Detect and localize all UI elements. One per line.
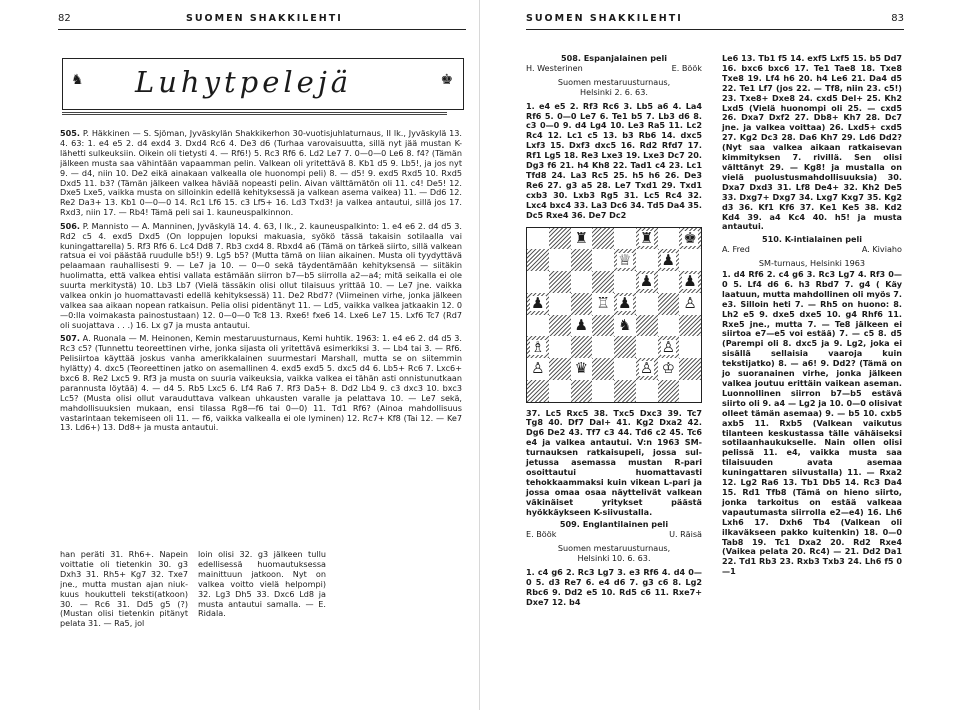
board-square — [679, 315, 701, 337]
board-square — [658, 380, 680, 402]
page-number: 83 — [891, 13, 904, 24]
board-square — [571, 315, 593, 337]
continuation-column-3 — [336, 550, 462, 660]
event-date: Helsinki 2. 6. 63. — [580, 86, 648, 97]
running-head-right — [526, 9, 904, 30]
event-date: Helsinki 10. 6. 63. — [577, 553, 651, 564]
board-square — [592, 336, 614, 358]
board-square — [592, 249, 614, 271]
board-square — [614, 293, 636, 315]
running-head-left — [58, 9, 466, 30]
board-square — [658, 293, 680, 315]
board-square — [614, 271, 636, 293]
white-player: A. Fred — [722, 244, 750, 255]
board-square — [527, 228, 549, 250]
board-square — [549, 293, 571, 315]
white-player: E. Böök — [526, 529, 557, 540]
chess-piece: ♔ — [661, 359, 676, 378]
chess-piece: ♗ — [531, 337, 545, 356]
chess-knight-icon: ♞ — [71, 72, 84, 88]
right-column-1 — [526, 54, 702, 611]
section-title: Luhytpelejä — [135, 65, 353, 99]
chess-piece: ♕ — [618, 250, 632, 269]
game-509-header — [526, 520, 702, 564]
black-player: E. Böök — [671, 62, 702, 73]
chess-piece: ♙ — [531, 359, 545, 378]
board-square — [549, 336, 571, 358]
chess-piece: ♙ — [639, 359, 654, 378]
board-square — [679, 336, 701, 358]
event: Suomen mestaruusturnaus, — [557, 543, 671, 554]
chess-piece: ♜ — [574, 228, 589, 247]
board-square — [636, 228, 658, 250]
board-square — [549, 228, 571, 250]
chess-diagram — [526, 227, 702, 403]
page-number: 82 — [58, 13, 71, 24]
chess-piece: ♟ — [574, 315, 589, 334]
continuation-column-1: han peräti 31. Rh6+. Napein voittatie oli tietenkin 30. g3 Dxh3 31. Rh5+ Kg7 32. Txe7 jne., mutta mustan ajan niukkuus houkutteli teksti(atkoon) 30. — Rc6 31. Dd5 g5 (?) (Mustan olisi tietenkin pitänyt pelata 31. — Ra5, jol — [60, 550, 188, 629]
right-page — [480, 0, 960, 710]
board-square — [571, 271, 593, 293]
chess-piece: ♟ — [639, 272, 654, 291]
chess-piece: ♟ — [531, 294, 545, 313]
game-508-moves-cont: 37. Lc5 Rxc5 38. Txc5 Dxc3 39. Tc7 Tg8 40. Df7 Dal+ 41. Kg2 Dxa2 42. Dg6 De2 43. Tf7 c3 44. Td6 c2 45. Tc6 e4 ja valkea antautui. V:n 1963 SM-turnauksen ratkaisupeli, jossa suljetussa asemassa mustan R-pari osoittautui huomattavasti tehokkaammaksi kuin vikean L-pari ja jossa omaa osaa näyttelivät valkean väkinäiset yritykset päästä hyökkäykseen K-siivustalla. — [526, 407, 702, 517]
chessboard — [527, 228, 701, 402]
board-square — [636, 358, 658, 380]
board-square — [592, 293, 614, 315]
running-title: SUOMEN SHAKKILEHTI — [526, 13, 683, 24]
chess-piece: ♟ — [618, 294, 632, 313]
board-square — [658, 336, 680, 358]
board-square — [571, 336, 593, 358]
right-column-2 — [722, 54, 902, 580]
game-paragraph-507: 507. A. Ruonala — M. Heinonen, Kemin mestaruusturnaus, Kemi huhtik. 1963: 1. e4 e6 2. d4 d5 3. Rc3 c5? (Tunnettu teoreettinen virhe, jonka sijasta oli yritettävä esimerkiksi 3. — Lb4 tai 3. — Rf6. Pelisiirtoa käyttää joskus vanha amerikkalainen suurmestari Marshall, mutta se on siitemmin hylätty) 4. dxc5 (Teoreettinen jatko on asemallinen 4. exd5 exd5 5. dxc5 d4 6. Lb5+ Rc6 7. Lxc6+ bxc6 8. Re2 Lxc5 9. Rf3 ja musta on suuria vaikeuksia, vaikka valkea ei tähän asti onnistunutkaan parannusta löytää) 4. — d4 5. Rb5 Lxc5 6. Lf4 Ra6 7. Rf3 Da5+ 8. Dd2 Lb4 9. c3 dxc3 10. bxc3 Lc5? (Musta olisi ollut varauduttava valkean uhkausten varalle ja pelattava 10. — Le7 sekä, mahdollisuuksien mukaan, ensi tilassa Rg8—f6 tai 0—0) 11. Td1 Rf6? (Ainoa mahdollisuus vastarintaan tekemiseen oli 11. — f6, vaikka valkealla ei ole lyminen) 12. Rc7+ Kf8 (Tai 12. — Ke7 13. Ld6+) 13. Dd8+ ja musta antautui. — [60, 333, 462, 433]
chess-piece: ♙ — [661, 337, 676, 356]
chess-king-icon: ♚ — [440, 72, 453, 88]
game-508-moves: 1. e4 e5 2. Rf3 Rc6 3. Lb5 a6 4. La4 Rf6 5. 0—0 Le7 6. Te1 b5 7. Lb3 d6 8. c3 0—0 9. d4 Lg4 10. Le3 Ra5 11. Lc2 Rc4 12. Lc1 c5 13. b3 Rb6 14. dxc5 Lxf3 15. Dxf3 dxc5 16. Rd2 Rfd7 17. Rf1 Lg5 18. Re3 Lxe3 19. Lxe3 Dc7 20. Dg3 f6 21. h4 Kh8 22. Tad1 c4 23. Lc1 Tfd8 24. La3 Rc5 25. h5 h6 26. De3 Re6 27. g3 a5 28. Le7 Txd1 29. Txd1 cxb3 30. Lxb3 Rg5 31. Lc5 Rc4 32. Lxc4 bxc4 33. La3 Dc6 34. Td5 Da4 35. Dc5 Rxe4 36. De7 Dc2 — [526, 100, 702, 220]
players — [722, 245, 902, 255]
board-square — [549, 315, 571, 337]
game-title: 509. Englantilainen peli — [559, 519, 669, 530]
board-square — [636, 271, 658, 293]
board-square — [658, 249, 680, 271]
chess-piece: ♜ — [639, 228, 654, 247]
board-square — [549, 271, 571, 293]
running-title: SUOMEN SHAKKILEHTI — [186, 13, 343, 24]
board-square — [549, 358, 571, 380]
board-square — [571, 358, 593, 380]
board-square — [592, 271, 614, 293]
continuation-column-2: loin olisi 32. g3 jälkeen tullu edellisessä huomautuksessa mainittuun jatkoon. Nyt on valkea voitto vielä helpompi) 32. Lg3 Dh5 33. Dxc6 Ld8 ja musta antautui samalla. — E. Ridala. — [198, 550, 326, 619]
game-title: 508. Espanjalainen peli — [560, 53, 668, 63]
board-square — [571, 249, 593, 271]
board-square — [527, 249, 549, 271]
game-510-moves: 1. d4 Rf6 2. c4 g6 3. Rc3 Lg7 4. Rf3 0—0 5. Lf4 d6 6. h3 Rbd7 7. g4 ( Käy laatuun, mutta mahdollinen oli myös 7. e3. Silloin heti 7. — Rh5 on huono: 8. Lh2 e5 9. dxe5 dxe5 10. g4 Rhf6 11. Rxe5 jne., mutta 7. — Te8 jälkeen ei siirtoa e7—e5 voi estää) 7. — c5 8. d5 (Parempi oli 8. dxc5 ja 9. Lg2, joka ei sisällä sellaisia vaaroja kuin tekstijatko) 8. — a6! 9. Dd2? (Tämä on jo suoranainen virhe, jonka jälkeen valkea joutuu erittäin vaikean aseman. Luonnollinen siirron b7—b5 estävä siirto oli 9. a4 — Lg2 ja 10. 0—0 olisivat olleet tämän asemaa) 9. — b5 10. cxb5 axb5 11. Rxb5 (Valkean vaikutus tilanteen keskustassa tälle vähäiseksi sotilaanhaukukselle. Nain ollen olisi pelissä 11. e4, vaikka musta saa tilaisuuden avata asemaa kuningattaren siivustalla) 11. — Rxa2 12. Lg2 Ra6 13. Tb1 Db5 14. Rc3 Da4 15. Rd1 Tfb8 (Tämä on hieno siirto, jonka tarkoitus on estää valkeaa vapautumasta siirrolla e2—e4) 16. Lh6 Lxh6 17. Dxh6 Tb4 (Valkean oli ilkaväkseen pakko kuitenkin) 18. 0—0 Tab8 19. Tc1 Dxa2 20. Rd2 Rxe4 (Vaikea pelata 20. Rc4) — 21. Dd2 Da1 22. Td1 Rb3 23. Rxb3 Txb3 24. Lh6 f5 0—1 — [722, 269, 902, 577]
board-square — [679, 228, 701, 250]
board-square — [549, 380, 571, 402]
game-paragraph-505: 505. P. Häkkinen — S. Sjöman, Jyväskylän Shakkikerhon 30-vuotisjuhlaturnaus, II lk., Jyväskylä 13. 4. 63: 1. e4 e5 2. d4 exd4 3. Dxd4 Rc6 4. De3 d6 (Turhaa varovaisuutta, sillä nyt jää mustan K-lähetti sulkeuksiin. Oikein oli tietysti 4. — Rf6!) 5. Rc3 Rf6 6. Ld2 Le7 7. 0—0—0 Le6 8. f4? (Tämän jälkeen musta saa vähintään vapaamman pelin. Valkean oli yritettävä 8. Kb1 d5 9. Lb5!, ja jos nyt 9. — d4, niin 10. De2 eikä ainakaan valkealla ole huonompi peli) 8. — d5! 9. exd5 Rxd5 10. Rxd5 Dxd5 11. b3? (Tämän jälkeen valkea häviää nopeasti pelin. Aivan välttämätön oli 11. c4! De5! 12. Dxe5 Lxe5, vaikka musta on silloinkin edellä kehityksessä ja valkean asema vaikea) 11. — Dd6 12. Re2 Da3+ 13. Kb1 0—0—0 14. Rc1 Lf6 15. c3 Lf5+ 16. Ld3 Txd3! ja valkea antautui, sillä jos 17. Rxd3, niin 17. — Rb4! Tämä peli sai 1. kauneuspalkinnon. — [60, 129, 462, 218]
chess-piece: ♙ — [683, 294, 697, 313]
board-square — [592, 380, 614, 402]
game-509-moves: 1. c4 g6 2. Rc3 Lg7 3. e3 Rf6 4. d4 0—0 5. d3 Re7 6. e4 d6 7. g3 c6 8. Lg2 Rbc6 9. Dd2 e5 10. Rd5 c6 11. Rxe7+ Dxe7 12. b4 — [526, 567, 702, 607]
board-square — [571, 293, 593, 315]
board-square — [636, 336, 658, 358]
board-square — [592, 228, 614, 250]
board-square — [527, 271, 549, 293]
board-square — [636, 315, 658, 337]
board-square — [679, 380, 701, 402]
players — [526, 530, 702, 540]
board-square — [614, 249, 636, 271]
board-square — [527, 336, 549, 358]
chess-piece: ♟ — [661, 250, 676, 269]
board-square — [658, 358, 680, 380]
board-square — [679, 249, 701, 271]
board-square — [614, 358, 636, 380]
chess-piece: ♖ — [596, 294, 610, 313]
game-509-continuation: Le6 13. Tb1 f5 14. exf5 Lxf5 15. b5 Dd7 16. bxc6 bxc6 17. Te1 Tae8 18. Txe8 Txe8 19. Lf4 h6 20. h4 Le6 21. Da4 d5 22. Te1 Lf7 (jos 22. — Tf8, niin 23. c5!) 23. Txe8+ Dxe8 24. cxd5 Del+ 25. Kh2 Lxd5 (Vielä huonompi oli 25. — cxd5 26. Dxa7 Dxf2 27. Db8+ Kh7 28. Dc7 jne. ja valkea voittaa) 26. Lxd5+ cxd5 27. Kg2 Dc3 28. Da6 Kh7 29. Ld6 Dd2? (Nyt saa valkea aikaan ratkaisevan kimmityksen 7. rivillä. Sen olisi välttänyt 29. — Kg8! ja mustalla on vielä puolustusmahdollisuuksia) 30. Dxa7 Dxd3 31. Lf8 De4+ 32. Kh2 De5 33. Dxg7+ Dxg7 34. Lxg7 Kxg7 35. Kg2 d3 36. Kf1 Kf6 37. Ke1 Ke5 38. Kd2 Kd4 39. a4 Kc4 40. h5! ja musta antautui. — [722, 53, 902, 232]
board-square — [636, 249, 658, 271]
board-square — [636, 293, 658, 315]
game-paragraph-506: 506. P. Mannisto — A. Manninen, Jyväskylä 14. 4. 63, I lk., 2. kauneuspalkinto: 1. e4 e6 2. d4 d5 3. Rd2 c5 4. exd5 Dxd5 (On loppujen lopuksi makuasia, syökö tässä takaisin sotilaalla vai kuningattarella) 5. Rf3 Rf6 6. Lc4 Dd8 7. Rb3 cxd4 8. Rbxd4 a6 (Tämä on tärkeä siirto, sillä valkean ratsua ei voi päästää ruudulle b5!) 9. Lg5 b5? (Mutta tämä on liian aikainen. Musta oli tyydyttävä pelaamaan rauhallisesti 9. — Le7 ja 10. — 0—0 sekä täydentämään kehityksensä — siitäkin huolimatta, että valkea ehtisi vallata estämään siirron b7—b5 siirrolla a2—a4; mitä seikalla ei ole suurta merkitystä) 10. Lb3 Lb7 (Vielä tässäkin olisi ollut tilaisuus yrittää 10. — Le7 jne. vaikka valkea onkin jo huomattavasti edellä kehityksessä) 11. De2 Rbd7? (Viimeinen virhe, jonka jälkeen valkea saa aikaan nopean ratkaisun. Pelia olisi pidentänyt 11. — Ld5, vaikka valkea jatkaakin 12. 0—0:lla voimakasta painostustaan) 12. 0—0—0 Tc8 13. Rxe6! fxe6 14. Lxe6 Le7 15. Lxf6 Tc7 (Rd7 oli suojattava . . .) 16. Lx g7 ja musta antautui. — [60, 220, 462, 330]
board-square — [614, 336, 636, 358]
short-games-text — [60, 129, 462, 499]
board-square — [571, 380, 593, 402]
board-square — [614, 228, 636, 250]
board-square — [592, 358, 614, 380]
board-square — [679, 358, 701, 380]
board-square — [658, 228, 680, 250]
board-square — [636, 380, 658, 402]
black-player: U. Räisä — [669, 529, 702, 540]
players — [526, 64, 702, 74]
board-square — [679, 293, 701, 315]
board-square — [592, 315, 614, 337]
game-title: 510. K-intialainen peli — [761, 234, 863, 245]
white-player: H. Westerinen — [526, 62, 583, 73]
board-square — [658, 271, 680, 293]
board-square — [527, 358, 549, 380]
event: Suomen mestaruusturnaus, — [557, 76, 671, 87]
chess-piece: ♛ — [574, 359, 589, 378]
game-508-header — [526, 54, 702, 98]
chess-piece: ♟ — [683, 272, 697, 291]
board-square — [527, 293, 549, 315]
board-square — [614, 380, 636, 402]
board-square — [527, 380, 549, 402]
board-square — [527, 315, 549, 337]
board-square — [614, 315, 636, 337]
chess-piece: ♚ — [683, 228, 697, 247]
board-square — [549, 249, 571, 271]
event: SM-turnaus, Helsinki 1963 — [758, 258, 866, 269]
board-square — [571, 228, 593, 250]
board-square — [658, 315, 680, 337]
chess-piece: ♞ — [618, 315, 632, 334]
black-player: A. Kiviaho — [861, 244, 902, 255]
board-square — [679, 271, 701, 293]
section-title-box — [62, 58, 464, 110]
game-510-header — [722, 235, 902, 269]
